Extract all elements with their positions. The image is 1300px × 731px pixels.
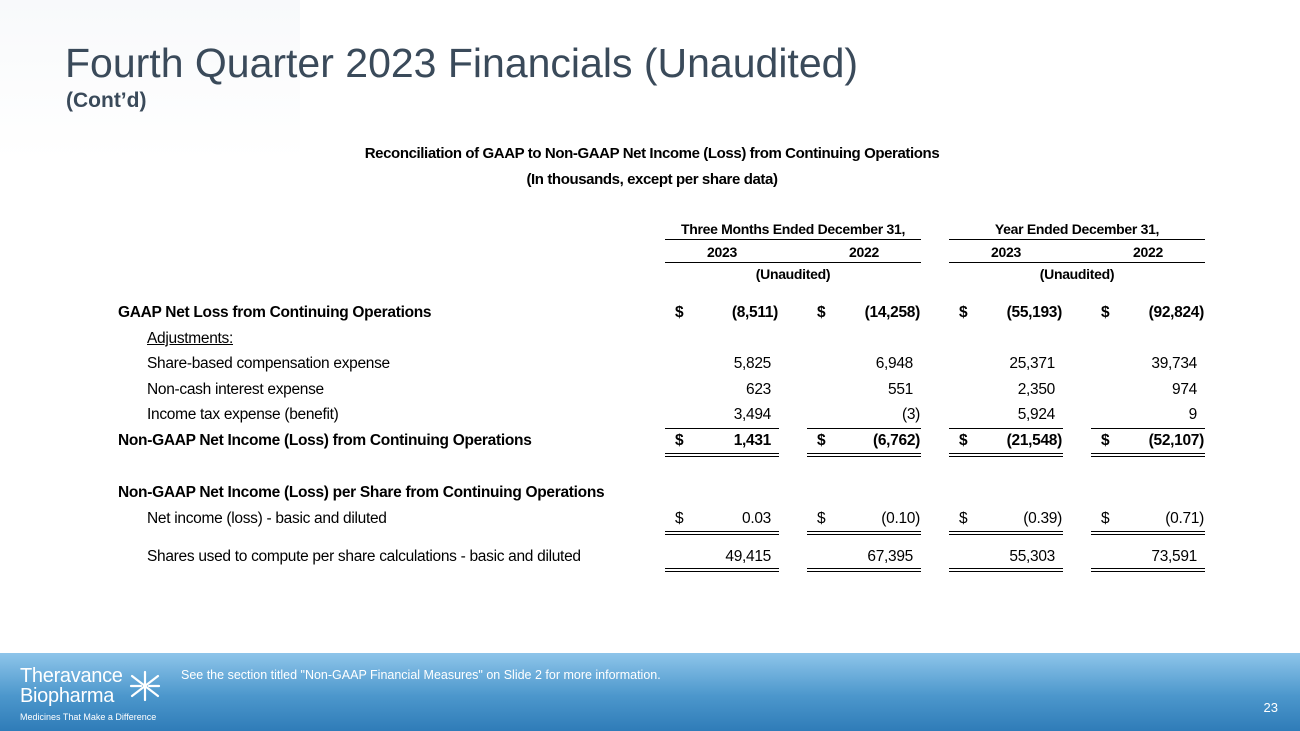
subtotal-rule: [1091, 428, 1205, 429]
row-label: GAAP Net Loss from Continuing Operations: [118, 304, 432, 321]
table-row: [0, 330, 1300, 352]
col-year-header: 2023: [707, 244, 737, 260]
currency-symbol: $: [1101, 304, 1110, 321]
company-logo: [20, 666, 156, 722]
table-row: [0, 548, 1300, 570]
currency-symbol: $: [959, 510, 968, 527]
col-year-header: 2022: [849, 244, 879, 260]
footer-bar: [0, 653, 1300, 731]
table-row: [0, 304, 1300, 326]
total-double-rule: [1091, 453, 1205, 457]
cell-value: (0.39): [1023, 510, 1062, 527]
row-label: Adjustments:: [147, 330, 233, 347]
table-row: [0, 432, 1300, 454]
cell-value: 2,350: [1017, 381, 1055, 398]
total-double-rule: [665, 568, 779, 572]
total-double-rule: [807, 531, 921, 535]
total-double-rule: [949, 568, 1063, 572]
table-row: [0, 406, 1300, 428]
unaudited-note: (Unaudited): [1039, 266, 1115, 282]
group-rule: [665, 239, 921, 240]
currency-symbol: $: [817, 304, 826, 321]
col-year-header: 2022: [1133, 244, 1163, 260]
cell-value: (0.10): [881, 510, 920, 527]
total-double-rule: [1091, 531, 1205, 535]
total-double-rule: [807, 568, 921, 572]
currency-symbol: $: [675, 304, 684, 321]
cell-value: 1,431: [733, 432, 771, 449]
cell-value: 5,924: [1017, 406, 1055, 423]
cell-value: (3): [901, 406, 920, 423]
row-label: Net income (loss) - basic and diluted: [147, 510, 387, 527]
group-header-year: Year Ended December 31,: [994, 221, 1160, 237]
group-header-three-months: Three Months Ended December 31,: [680, 221, 906, 237]
cell-value: (52,107): [1148, 432, 1204, 449]
currency-symbol: $: [959, 304, 968, 321]
logo-line1: Theravance: [20, 665, 123, 687]
table-caption-sub: (In thousands, except per share data): [526, 171, 778, 188]
cell-value: 3,494: [733, 406, 771, 423]
cell-value: 623: [746, 381, 771, 398]
total-double-rule: [949, 453, 1063, 457]
logo-line2: Biopharma: [20, 685, 115, 707]
table-row: [0, 510, 1300, 532]
table-caption: Reconciliation of GAAP to Non-GAAP Net Income (Loss) from Continuing Operations: [364, 145, 940, 162]
cell-value: 0.03: [742, 510, 771, 527]
col-year-header: 2023: [991, 244, 1021, 260]
row-label: Non-cash interest expense: [147, 381, 324, 398]
table-row: [0, 355, 1300, 377]
cell-value: 73,591: [1151, 548, 1197, 565]
star-burst-icon: [129, 668, 161, 704]
row-label: Non-GAAP Net Income (Loss) per Share from Continuing Operations: [118, 484, 605, 501]
cell-value: 551: [888, 381, 913, 398]
unaudited-note: (Unaudited): [755, 266, 831, 282]
slide-subtitle: (Cont’d): [66, 89, 147, 112]
year-rule: [665, 262, 921, 263]
cell-value: 6,948: [875, 355, 913, 372]
cell-value: 55,303: [1009, 548, 1055, 565]
cell-value: 39,734: [1151, 355, 1197, 372]
cell-value: 5,825: [733, 355, 771, 372]
total-double-rule: [949, 531, 1063, 535]
year-rule: [949, 262, 1205, 263]
row-label: Shares used to compute per share calculations - basic and diluted: [147, 548, 581, 565]
subtotal-rule: [807, 428, 921, 429]
currency-symbol: $: [675, 510, 684, 527]
footnote: See the section titled "Non-GAAP Financial Measures" on Slide 2 for more information.: [181, 668, 661, 682]
cell-value: (8,511): [731, 304, 778, 321]
page-number: 23: [1263, 700, 1278, 715]
cell-value: (55,193): [1006, 304, 1062, 321]
cell-value: 974: [1172, 381, 1197, 398]
total-double-rule: [665, 531, 779, 535]
cell-value: 67,395: [867, 548, 913, 565]
subtotal-rule: [949, 428, 1063, 429]
cell-value: 25,371: [1009, 355, 1055, 372]
table-row: [0, 381, 1300, 403]
row-label: Non-GAAP Net Income (Loss) from Continuing Operations: [118, 432, 532, 449]
total-double-rule: [665, 453, 779, 457]
currency-symbol: $: [675, 432, 684, 449]
cell-value: (0.71): [1165, 510, 1204, 527]
logo-tagline: Medicines That Make a Difference: [20, 712, 157, 722]
cell-value: (6,762): [872, 432, 920, 449]
currency-symbol: $: [959, 432, 968, 449]
cell-value: 9: [1188, 406, 1197, 423]
currency-symbol: $: [1101, 510, 1110, 527]
row-label: Share-based compensation expense: [147, 355, 390, 372]
row-label: Income tax expense (benefit): [147, 406, 339, 423]
total-double-rule: [807, 453, 921, 457]
cell-value: (92,824): [1148, 304, 1204, 321]
subtotal-rule: [665, 428, 779, 429]
currency-symbol: $: [1101, 432, 1110, 449]
table-row: [0, 484, 1300, 506]
slide-title: Fourth Quarter 2023 Financials (Unaudited): [65, 40, 859, 86]
total-double-rule: [1091, 568, 1205, 572]
cell-value: (21,548): [1006, 432, 1062, 449]
currency-symbol: $: [817, 510, 826, 527]
currency-symbol: $: [817, 432, 826, 449]
cell-value: (14,258): [864, 304, 920, 321]
cell-value: 49,415: [725, 548, 771, 565]
group-rule: [949, 239, 1205, 240]
